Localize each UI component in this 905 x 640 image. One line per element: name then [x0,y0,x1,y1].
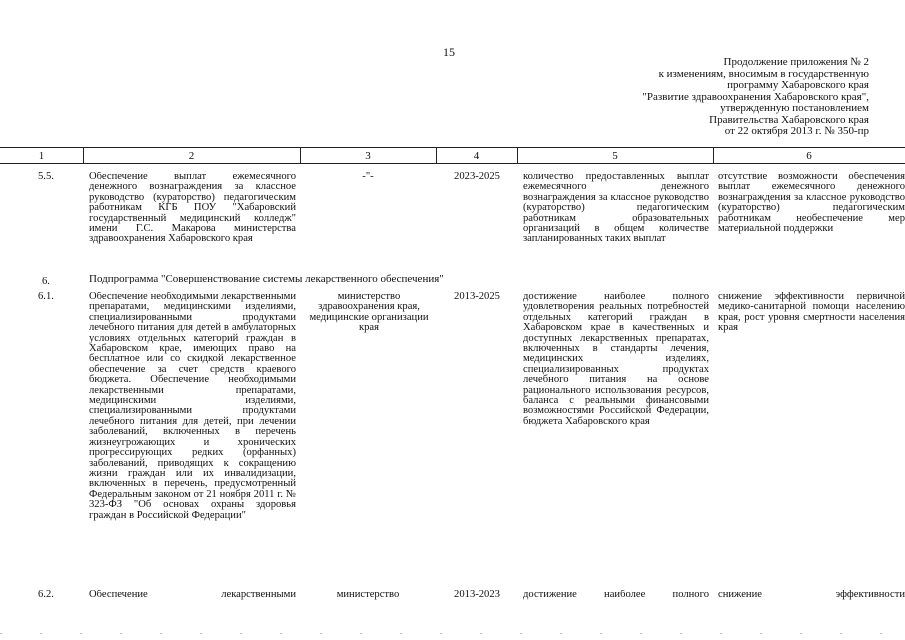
table-top-border [0,147,905,148]
consequence: снижение эффективности первичной медико-санитарной помощи населению края, рост уровня смертности населения края [718,292,905,334]
column-number: 3 [365,150,371,162]
implementation-period: 2023-2025 [454,172,500,182]
header-line: от 22 октября 2013 г. № 350-пр [724,125,869,137]
column-number: 5 [612,150,618,162]
scan-artifact-line [0,633,905,634]
implementation-period: 2013-2023 [454,590,500,600]
executor: -"- [362,172,374,182]
row-number: 6.1. [38,292,54,302]
row-number: 5.5. [38,172,54,182]
implementation-period: 2013-2025 [454,292,500,302]
executor: министерство здравоохранения края, медицинские организации края [309,292,429,334]
header-line: утвержденную постановлением [720,102,869,114]
header-line: "Развитие здравоохранения Хабаровского края", [642,90,869,103]
subprogram-title: Подпрограмма "Совершенствование системы лекарственного обеспечения" [89,274,444,285]
column-number: 1 [38,150,45,162]
column-number: 2 [188,150,195,162]
page-number: 15 [443,45,455,59]
column-number: 6 [806,150,812,162]
header-line: к изменениям, вносимым в государственную [658,67,869,80]
expected-result: достижение наиболее полного удовлетворения реальных потребностей отдельных категорий граждан в Хабаровском крае в качественных и доступных лекарственных препаратах, включенных в стандарты лечения, медицинских изделиях, специализированных продуктах лечебного питания на основе рационального использования ресурсов, баланса с реальными финансовыми возможностями Российской Федерации, бюджета Хабаровского края [523,292,709,427]
header-row-border [0,163,905,164]
header-line: Продолжение приложения № 2 [723,56,869,68]
consequence: снижение эффективности [718,590,905,600]
executor: министерство [336,590,400,600]
appendix-header [539,57,869,138]
expected-result: количество предоставленных выплат ежемесячного денежного вознаграждения за классное руководство (кураторство) педагогическим работникам образовательных организаций в общем количестве запланированных таких выплат [523,172,709,245]
consequence: отсутствие возможности обеспечения выплат ежемесячного денежного вознаграждения за классное руководство (кураторство) педагогическим работникам необеспечение мер материальной поддержки [718,172,905,235]
column-number: 4 [473,150,480,162]
expected-result: достижение наиболее полного [523,590,709,600]
header-line: Правительства Хабаровского края [709,113,869,126]
row-number: 6. [42,277,50,287]
event-description: Обеспечение необходимыми лекарственными препаратами, медицинскими изделиями, специализированными продуктами лечебного питания для детей в амбулаторных условиях отдельных категорий граждан в Хабаровском крае, имеющих право на бесплатное или со скидкой лекарственное обеспечение за счет средств краевого бюджета. Обеспечение необходимыми лекарственными препаратами, медицинскими изделиями, специализированными продуктами лечебного питания для детей, при лечении заболеваний, включенных в перечень жизнеугрожающих и хронических прогрессирующих редких (орфанных) заболеваний, приводящих к сокращению жизни граждан или их инвалидизации, включенных в перечень, предусмотренный Федеральным законом от 21 ноября 2011 г. № 323-ФЗ "Об основах охраны здоровья граждан в Российской Федерации" [89,292,296,521]
header-line: программу Хабаровского края [727,79,869,91]
event-description: Обеспечение выплат ежемесячного денежного вознаграждения за классное руководство (кураторство) педагогическим работникам КГБ ПОУ "Хабаровский государственный медицинский колледж" имени Г.С. Макарова министерства здравоохранения Хабаровского края [89,172,296,245]
row-number: 6.2. [38,590,54,600]
event-description: Обеспечение лекарственными [89,590,296,600]
